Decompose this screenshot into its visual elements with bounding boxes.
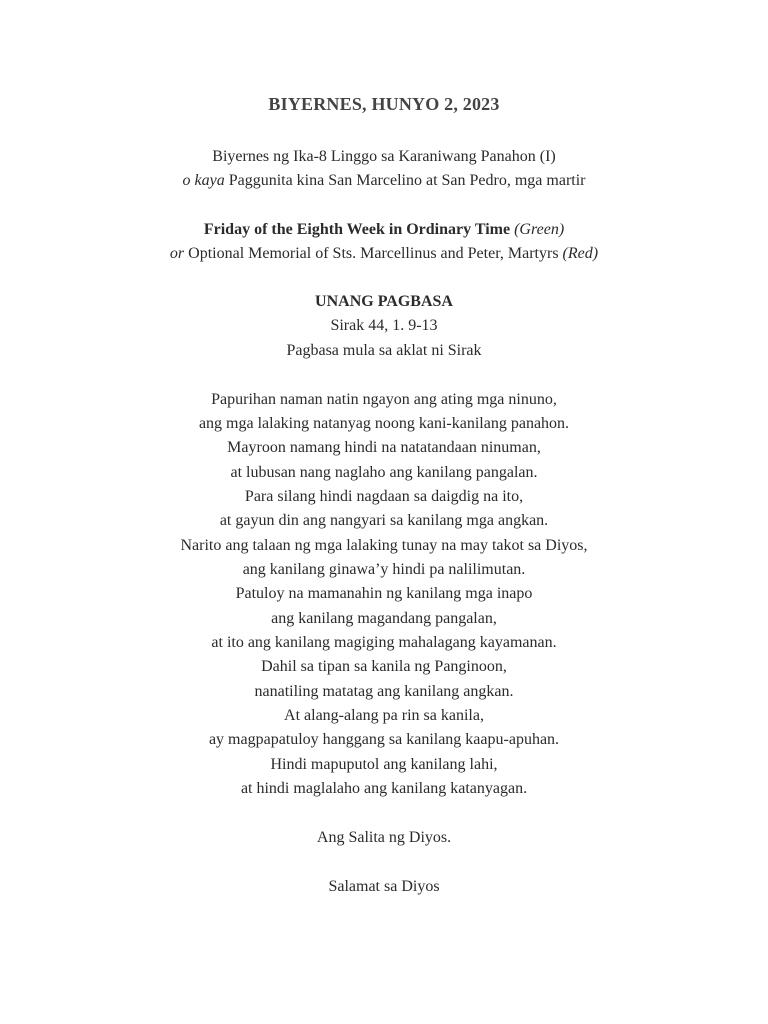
verse-line: Para silang hindi nagdaan sa daigdig na ito, xyxy=(244,488,524,505)
reading-response: Salamat sa Diyos xyxy=(328,878,440,895)
reading-heading: UNANG PAGBASA xyxy=(315,293,453,310)
verse-line: Mayroon namang hindi na natatandaan ninuman, xyxy=(227,439,541,456)
english-memorial-text: Optional Memorial of Sts. Marcellinus and Peter, Martyrs xyxy=(184,245,563,262)
tagalog-day-line: Biyernes ng Ika-8 Linggo sa Karaniwang Panahon (I) xyxy=(212,148,556,165)
verse-line: at ito ang kanilang magiging mahalagang kayamanan. xyxy=(211,634,557,651)
english-day-text: Friday of the Eighth Week in Ordinary Time xyxy=(203,221,515,238)
reading-closing: Ang Salita ng Diyos. xyxy=(316,829,452,846)
english-memorial-line xyxy=(0,242,768,266)
verse-line: nanatiling matatag ang kanilang angkan. xyxy=(254,683,514,700)
verse-line: at gayun din ang nangyari sa kanilang mga angkan. xyxy=(219,512,549,529)
page-title: BIYERNES, HUNYO 2, 2023 xyxy=(268,94,500,114)
liturgical-color-red: (Red) xyxy=(562,245,599,262)
tagalog-memorial-line xyxy=(0,169,768,193)
tagalog-or-label: o kaya xyxy=(182,172,225,189)
liturgical-color-green: (Green) xyxy=(514,221,565,238)
verse-line: ang kanilang magandang pangalan, xyxy=(271,610,497,627)
verse-line: Hindi mapuputol ang kanilang lahi, xyxy=(270,756,498,773)
verse-line: at hindi maglalaho ang kanilang katanyagan. xyxy=(240,780,528,797)
reading-citation: Sirak 44, 1. 9-13 xyxy=(330,317,438,334)
verse-line: ang mga lalaking natanyag noong kani-kanilang panahon. xyxy=(198,415,570,432)
tagalog-memorial-text: Paggunita kina San Marcelino at San Pedro, mga martir xyxy=(224,172,586,189)
verse-line: Narito ang talaan ng mga lalaking tunay na may takot sa Diyos, xyxy=(180,537,588,554)
verse-line: At alang-alang pa rin sa kanila, xyxy=(284,707,484,724)
reading-source: Pagbasa mula sa aklat ni Sirak xyxy=(286,342,482,359)
verse-line: at lubusan nang naglaho ang kanilang pangalan. xyxy=(230,464,538,481)
english-day-line xyxy=(0,218,768,242)
verse-line: ay magpapatuloy hanggang sa kanilang kaapu-apuhan. xyxy=(208,731,560,748)
verse-line: ang kanilang ginawa’y hindi pa nalilimutan. xyxy=(242,561,526,578)
verse-line: Patuloy na mamanahin ng kanilang mga inapo xyxy=(235,585,533,602)
verse-line: Papurihan naman natin ngayon ang ating mga ninuno, xyxy=(211,391,557,408)
verse-line: Dahil sa tipan sa kanila ng Panginoon, xyxy=(261,658,507,675)
english-or-label: or xyxy=(169,245,185,262)
